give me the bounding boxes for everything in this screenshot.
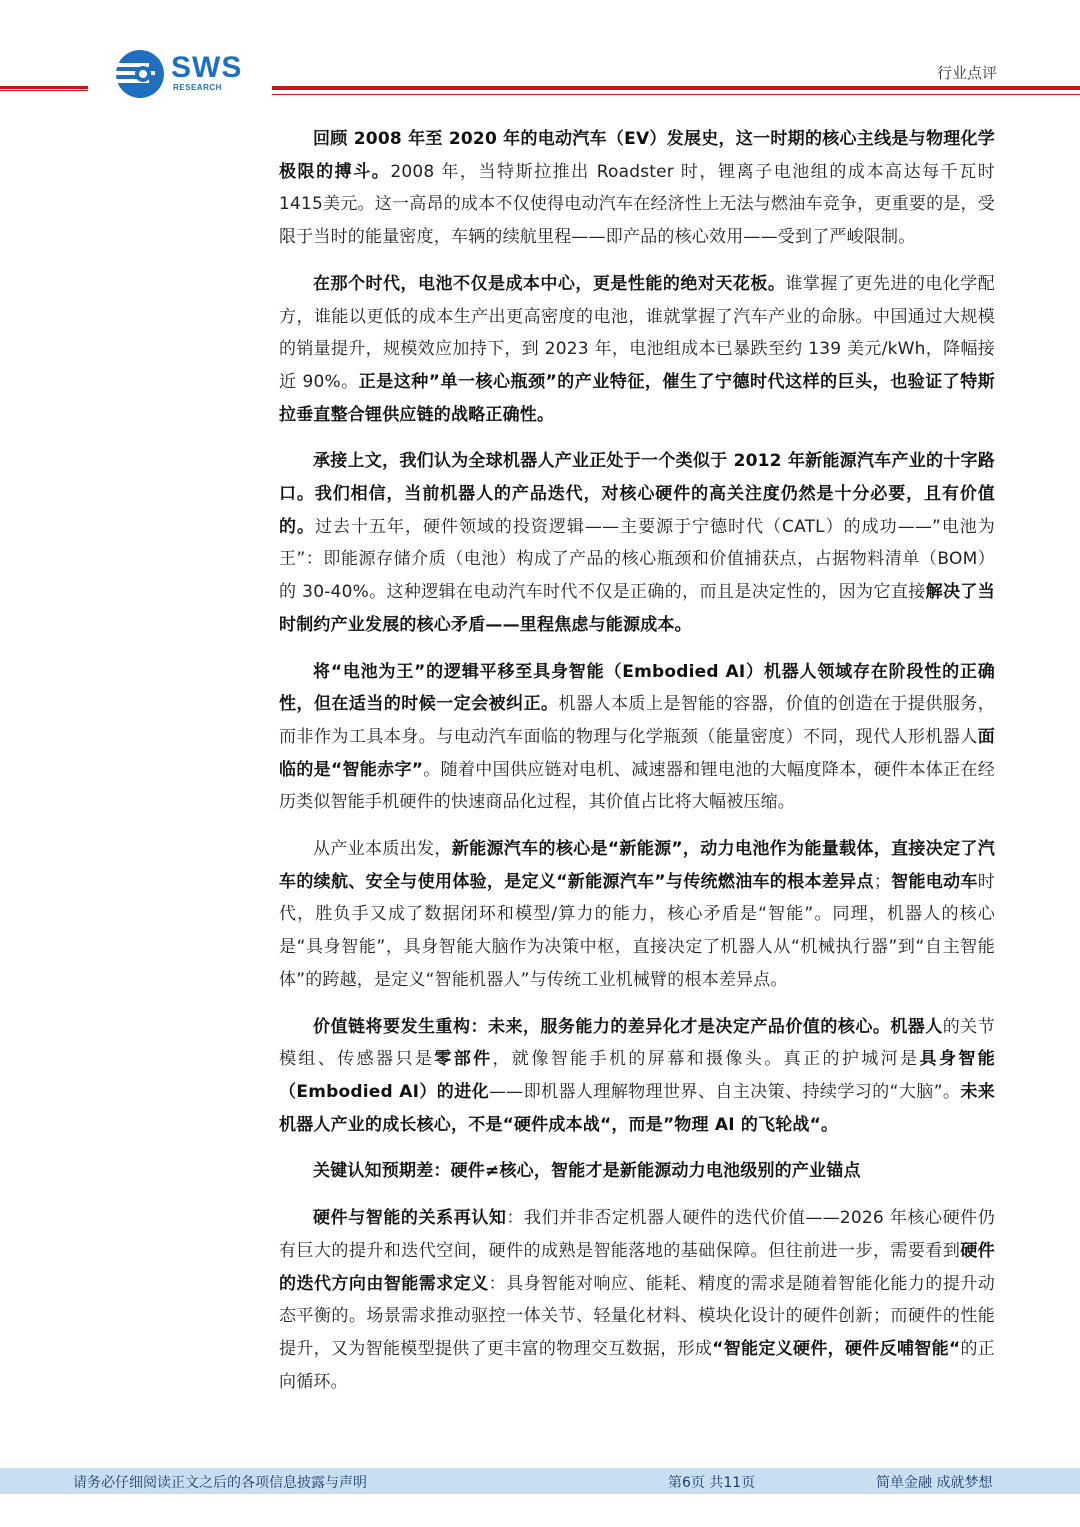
page-footer xyxy=(0,1468,1080,1494)
footer-disclaimer: 请务必仔细阅读正文之后的各项信息披露与声明 xyxy=(73,1475,367,1491)
paragraph: 将“电池为王”的逻辑平移至具身智能（Embodied AI）机器人领域存在阶段性的正确性，但在适当的时候一定会被纠正。机器人本质上是智能的容器，价值的创造在于提供服务，而非作为工具本身。与电动汽车面临的物理与化学瓶颈（能量密度）不同，现代人形机器人面临的是“智能赤字”。随着中国供应链对电机、减速器和锂电池的大幅度降本，硬件本体正在经历类似智能手机硬件的快速商品化过程，其价值占比将大幅被压缩。 xyxy=(279,661,996,813)
footer-page-number: 第6页 共11页 xyxy=(668,1475,756,1491)
paragraph: 从产业本质出发，新能源汽车的核心是“新能源”，动力电池作为能量载体，直接决定了汽车的续航、安全与使用体验，是定义“新能源汽车”与传统燃油车的根本差异点；智能电动车时代，胜负手又成了数据闭环和模型/算力的能力，核心矛盾是“智能”。同理，机器人的核心是“具身智能”，具身智能大脑作为决策中枢，直接决定了机器人从“机械执行器”到“自主智能体”的跨越，是定义“智能机器人”与传统工业机械臂的根本差异点。 xyxy=(279,839,995,990)
header-rule-left xyxy=(0,86,88,91)
report-body xyxy=(279,123,995,1412)
paragraph: 价值链将要发生重构：未来，服务能力的差异化才是决定产品价值的核心。机器人的关节模组、传感器只是零部件，就像智能手机的屏幕和摄像头。真正的护城河是具身智能（Embodied AI）的进化——即机器人理解物理世界、自主决策、持续学习的“大脑”。未来机器人产业的成长核心，不是“硬件成本战“，而是”物理 AI 的飞轮战“。 xyxy=(279,1016,996,1135)
company-logo xyxy=(115,49,255,101)
report-category: 行业点评 xyxy=(936,64,997,82)
paragraph: 回顾 2008 年至 2020 年的电动汽车（EV）发展史，这一时期的核心主线是与物理化学极限的搏斗。2008 年，当特斯拉推出 Roadster 时，锂离子电池组的成本高达每千瓦时 1415美元。这一高昂的成本不仅使得电动汽车在经济性上无法与燃油车竞争，更重要的是，受限于当时的能量密度，车辆的续航里程——即产品的核心效用——受到了严峻限制。 xyxy=(279,129,995,248)
logo-subtitle: RESEARCH xyxy=(173,83,222,92)
section-heading: 关键认知预期差：硬件≠核心，智能才是新能源动力电池级别的产业锚点 xyxy=(313,1161,861,1182)
paragraph: 承接上文，我们认为全球机器人产业正处于一个类似于 2012 年新能源汽车产业的十字路口。我们相信，当前机器人的产品迭代，对核心硬件的高关注度仍然是十分必要，且有价值的。过去十五年，硬件领域的投资逻辑——主要源于宁德时代（CATL）的成功——”电池为王”：即能源存储介质（电池）构成了产品的核心瓶颈和价值捕获点，占据物料清单（BOM）的 30-40%。这种逻辑在电动汽车时代不仅是正确的，而且是决定性的，因为它直接解决了当时制约产业发展的核心矛盾——里程焦虑与能源成本。 xyxy=(279,451,996,635)
footer-slogan: 简单金融 成就梦想 xyxy=(876,1475,993,1491)
sws-logo-icon xyxy=(115,49,165,99)
paragraph: 硬件与智能的关系再认知：我们并非否定机器人硬件的迭代价值——2026 年核心硬件仍有巨大的提升和迭代空间，硬件的成熟是智能落地的基础保障。但往前进一步，需要看到硬件的迭代方向由智能需求定义：具身智能对响应、能耗、精度的需求是随着智能化能力的提升动态平衡的。场景需求推动驱控一体关节、轻量化材料、模块化设计的硬件创新；而硬件的性能提升，又为智能模型提供了更丰富的物理交互数据，形成“智能定义硬件，硬件反哺智能“的正向循环。 xyxy=(279,1208,995,1392)
logo-wordmark: SWS xyxy=(171,51,243,84)
paragraph: 在那个时代，电池不仅是成本中心，更是性能的绝对天花板。谁掌握了更先进的电化学配方，谁能以更低的成本生产出更高密度的电池，谁就掌握了汽车产业的命脉。中国通过大规模的销量提升，规模效应加持下，到 2023 年，电池组成本已暴跌至约 139 美元/kWh，降幅接近 90%。正是这种”单一核心瓶颈”的产业特征，催生了宁德时代这样的巨头，也验证了特斯拉垂直整合锂供应链的战略正确性。 xyxy=(279,273,996,425)
header-rule-right xyxy=(272,86,1080,97)
